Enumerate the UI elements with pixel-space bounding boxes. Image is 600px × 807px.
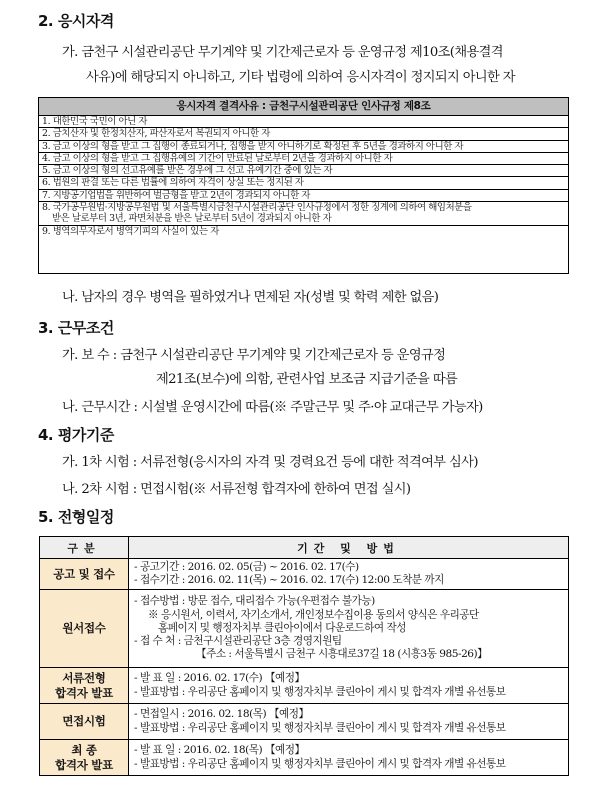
disqualification-table-title: 응시자격 결격사유 : 금천구시설관리공단 인사규정 제8조	[39, 98, 568, 116]
section-2-title: 2. 응시자격	[38, 12, 114, 30]
disqualification-item-8-line2: 받은 날로부터 3년, 파면처분을 받은 날로부터 5년이 경과되지 아니한 자	[52, 213, 332, 225]
schedule-label: 면접시험	[40, 704, 129, 740]
section-5-title: 5. 전형일정	[38, 508, 114, 526]
schedule-line: - 면접일시 : 2016. 02. 18(목) 【예정】	[134, 708, 309, 721]
sec4-ga: 가. 1차 시험 : 서류전형(응시자의 자격 및 경력요건 등에 대한 적격여부 심사)	[62, 455, 478, 470]
disqualification-item: 7. 지방공기업법을 위반하여 벌금형을 받고 2년이 경과되지 아니한 자	[39, 190, 568, 202]
schedule-line: - 발표방법 : 우리공단 홈페이지 및 행정자치부 클린아이 게시 및 합격자 개별 유선통보	[134, 757, 506, 770]
section-3-title: 3. 근무조건	[38, 319, 114, 337]
schedule-line: - 발표방법 : 우리공단 홈페이지 및 행정자치부 클린아이 게시 및 합격자 개별 유선통보	[134, 685, 506, 698]
schedule-row-document-screening	[40, 668, 569, 704]
schedule-label: 공고 및 접수	[40, 559, 129, 590]
disqualification-item: 3. 금고 이상의 형을 받고 그 집행이 종료되거나, 집행을 받지 아니하기로 확정된 후 5년을 경과하지 아니한 자	[39, 141, 568, 153]
disqualification-item: 9. 병역의무자로서 병역기피의 사실이 있는 자	[42, 225, 219, 237]
schedule-label	[40, 668, 129, 704]
schedule-col-period-method: 기간 및 방법	[129, 537, 569, 559]
schedule-table	[39, 536, 569, 776]
disqualification-item: 2. 금치산자 및 한정치산자, 파산자로서 복권되지 아니한 자	[39, 128, 568, 140]
disqualification-item-8	[39, 202, 568, 226]
schedule-detail	[129, 590, 569, 668]
disqualification-item: 5. 금고 이상의 형의 선고유예를 받은 경우에 그 선고 유예기간 중에 있는 자	[39, 165, 568, 177]
schedule-line: - 발 표 일 : 2016. 02. 18(목) 【예정】	[134, 744, 305, 757]
schedule-col-category: 구분	[40, 537, 129, 559]
sec2-na: 나. 남자의 경우 병역을 필하였거나 면제된 자(성별 및 학력 제한 없음)	[62, 290, 439, 305]
disqualification-item: 1. 대한민국 국민이 아닌 자	[39, 116, 568, 128]
disqualification-item: 4. 금고 이상의 형을 받고 그 집행유예의 기간이 만료된 날로부터 2년을 경과하지 아니한 자	[39, 153, 568, 165]
schedule-line: - 공고기간 : 2016. 02. 05(금) ~ 2016. 02. 17(수)	[134, 560, 359, 573]
schedule-row-interview	[40, 704, 569, 740]
schedule-header-row	[40, 537, 569, 559]
schedule-line: 홈페이지 및 행정자치부 클린아이에서 다운로드하여 작성	[158, 621, 406, 634]
sec3-ga-line2: 제21조(보수)에 의함, 관련사업 보조금 지급기준을 따름	[156, 372, 458, 387]
disqualification-item: 6. 법원의 판결 또는 다른 법률에 의하여 자격이 상실 또는 정지된 자	[39, 177, 568, 189]
schedule-detail	[129, 559, 569, 590]
schedule-line: 【주소 : 서울특별시 금천구 시흥대로37길 18 (시흥3동 985-26)】	[196, 648, 488, 661]
schedule-row-application	[40, 590, 569, 668]
section-4-title: 4. 평가기준	[38, 426, 114, 444]
schedule-line: ※ 응시원서, 이력서, 자기소개서, 개인정보수집이용 동의서 양식은 우리공단	[148, 608, 479, 621]
schedule-label-line1: 최 종	[71, 742, 97, 757]
sec3-na: 나. 근무시간 : 시설별 운영시간에 따름(※ 주말근무 및 주·야 교대근무 가능자)	[62, 400, 483, 415]
schedule-detail	[129, 668, 569, 704]
schedule-line: - 접수기간 : 2016. 02. 11(목) ~ 2016. 02. 17(수) 12:00 도착분 까지	[134, 574, 444, 586]
schedule-label	[40, 740, 129, 776]
sec4-na: 나. 2차 시험 : 면접시험(※ 서류전형 합격자에 한하여 면접 실시)	[62, 482, 411, 497]
schedule-label-line2: 합격자 발표	[55, 685, 113, 700]
sec3-ga-line1: 가. 보 수 : 금천구 시설관리공단 무기계약 및 기간제근로자 등 운영규정	[62, 348, 446, 363]
schedule-line: - 발표방법 : 우리공단 홈페이지 및 행정자치부 클린아이 게시 및 합격자 개별 유선통보	[134, 721, 506, 734]
schedule-label-line2: 합격자 발표	[55, 757, 113, 772]
schedule-detail	[129, 704, 569, 740]
schedule-row-final-announcement	[40, 740, 569, 776]
sec2-ga-line2: 사유)에 해당되지 아니하고, 기타 법령에 의하여 응시자격이 정지되지 아니한 자	[86, 70, 515, 85]
disqualification-table	[38, 97, 569, 274]
schedule-label: 원서접수	[40, 590, 129, 668]
disqualification-item-8-line1: 8. 국가공무원법·지방공무원법 및 서울특별시금천구시설관리공단 인사규정에서 정한 징계에 의하여 해임처분을	[42, 202, 472, 214]
schedule-line: - 접 수 처 : 금천구시설관리공단 3층 경영지원팀	[134, 635, 342, 648]
schedule-row-notice	[40, 559, 569, 590]
sec2-ga-line1: 가. 금천구 시설관리공단 무기계약 및 기간제근로자 등 운영규정 제10조(채용결격	[62, 45, 503, 60]
schedule-line: - 접수방법 : 방문 접수, 대리접수 가능(우편접수 불가능)	[134, 595, 375, 608]
schedule-detail	[129, 740, 569, 776]
schedule-label-line1: 서류전형	[62, 670, 106, 685]
schedule-line: - 발 표 일 : 2016. 02. 17(수) 【예정】	[134, 672, 305, 685]
